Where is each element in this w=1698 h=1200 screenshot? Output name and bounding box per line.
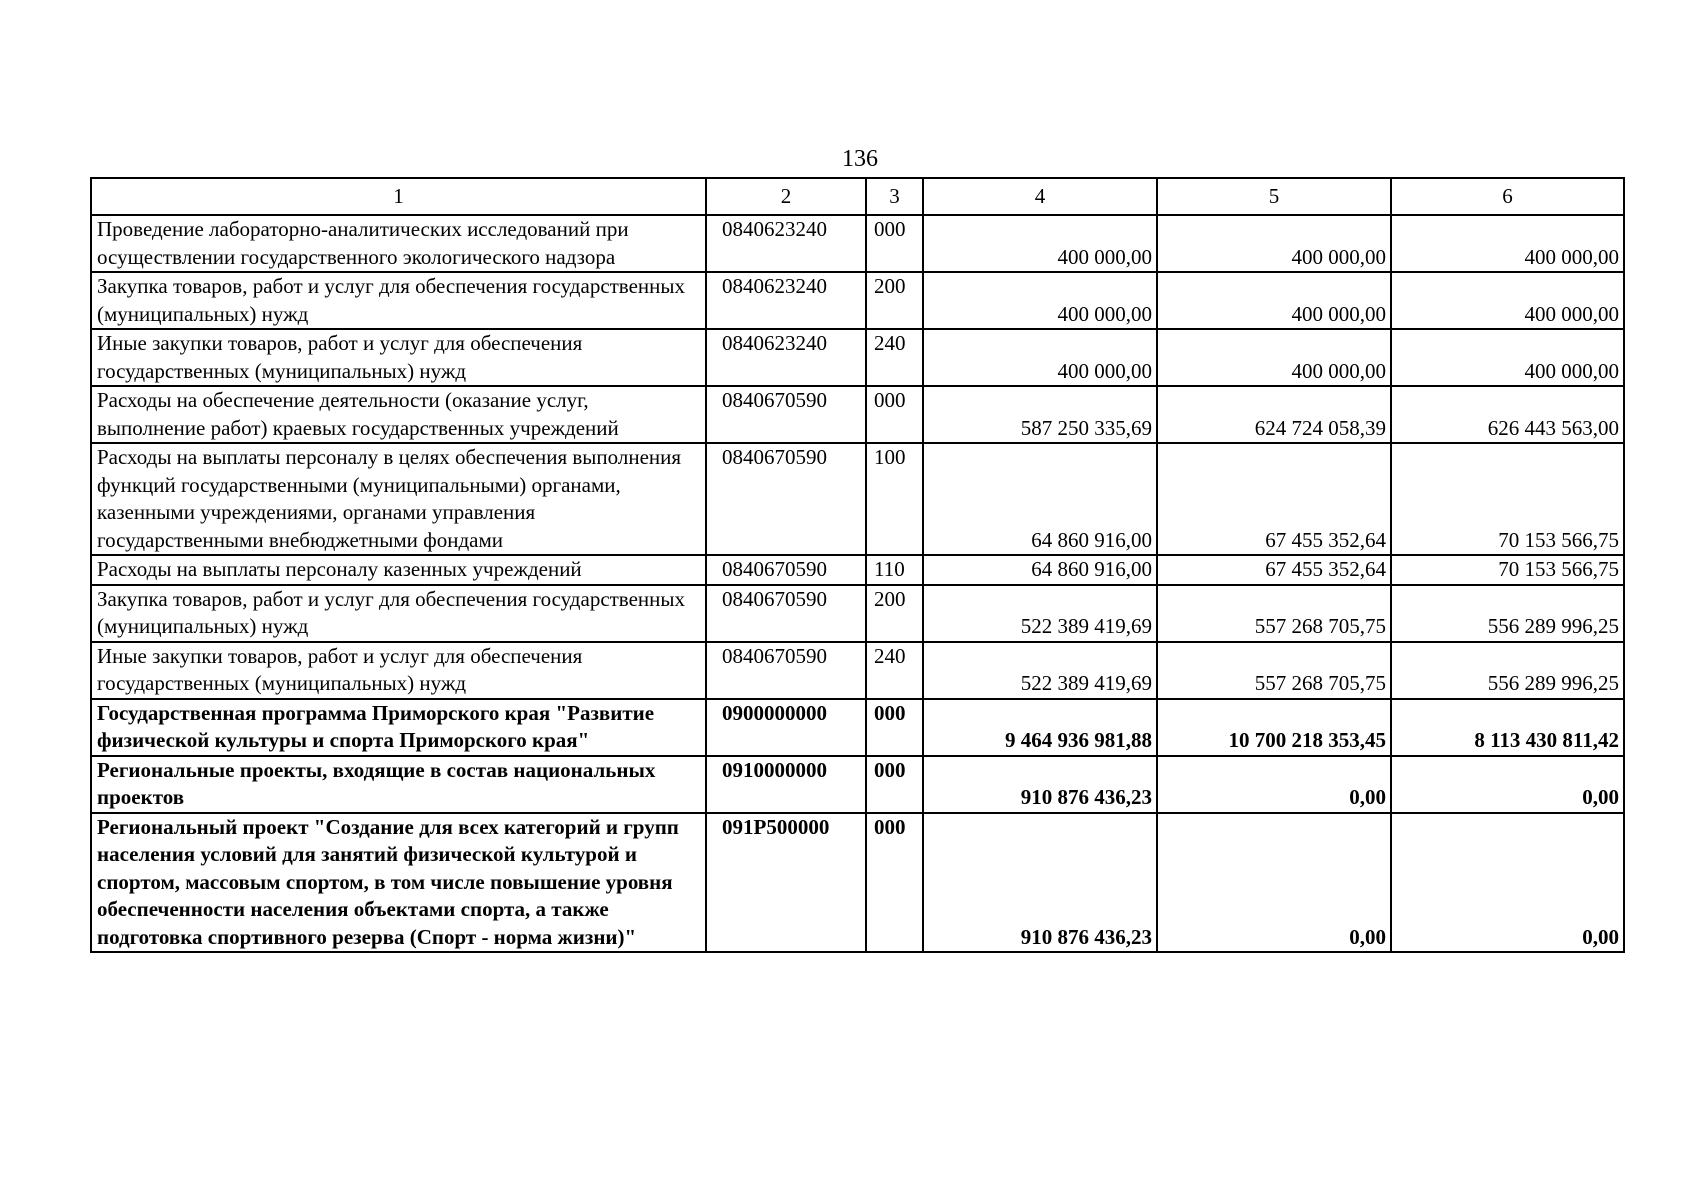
row-code-cell: 0910000000 — [706, 756, 866, 813]
row-amount-year1-cell: 400 000,00 — [923, 272, 1157, 329]
row-amount-year3-cell: 626 443 563,00 — [1391, 386, 1624, 443]
row-amount-year2-cell: 557 268 705,75 — [1157, 585, 1391, 642]
row-amount-year3-cell: 0,00 — [1391, 813, 1624, 953]
row-amount-year3-cell: 400 000,00 — [1391, 215, 1624, 272]
row-name-cell: Государственная программа Приморского края "Развитие физической культуры и спорта Приморского края" — [91, 699, 706, 756]
table-row — [91, 555, 1624, 585]
row-name-cell: Закупка товаров, работ и услуг для обеспечения государственных (муниципальных) нужд — [91, 585, 706, 642]
row-amount-year2-cell: 0,00 — [1157, 756, 1391, 813]
row-code-cell: 0840670590 — [706, 642, 866, 699]
row-amount-year3-cell: 70 153 566,75 — [1391, 443, 1624, 555]
row-amount-year1-cell: 400 000,00 — [923, 329, 1157, 386]
row-code-cell: 0840670590 — [706, 585, 866, 642]
row-expense-type-cell: 000 — [866, 699, 923, 756]
table-row — [91, 272, 1624, 329]
table-row — [91, 329, 1624, 386]
row-amount-year2-cell: 557 268 705,75 — [1157, 642, 1391, 699]
row-name-cell: Региональные проекты, входящие в состав национальных проектов — [91, 756, 706, 813]
row-amount-year2-cell: 624 724 058,39 — [1157, 386, 1391, 443]
header-col-1: 1 — [91, 178, 706, 215]
row-amount-year2-cell: 400 000,00 — [1157, 215, 1391, 272]
row-expense-type-cell: 240 — [866, 329, 923, 386]
header-col-2: 2 — [706, 178, 866, 215]
row-amount-year2-cell: 0,00 — [1157, 813, 1391, 953]
row-amount-year1-cell: 9 464 936 981,88 — [923, 699, 1157, 756]
row-code-cell: 091P500000 — [706, 813, 866, 953]
row-amount-year3-cell: 400 000,00 — [1391, 272, 1624, 329]
row-name-cell: Иные закупки товаров, работ и услуг для обеспечения государственных (муниципальных) нужд — [91, 329, 706, 386]
row-code-cell: 0840670590 — [706, 443, 866, 555]
row-expense-type-cell: 200 — [866, 585, 923, 642]
row-name-cell: Расходы на выплаты персоналу казенных учреждений — [91, 555, 706, 585]
row-name-cell: Иные закупки товаров, работ и услуг для обеспечения государственных (муниципальных) нужд — [91, 642, 706, 699]
row-amount-year2-cell: 400 000,00 — [1157, 272, 1391, 329]
row-amount-year2-cell: 67 455 352,64 — [1157, 443, 1391, 555]
header-col-5: 5 — [1157, 178, 1391, 215]
table-row — [91, 386, 1624, 443]
row-name-cell: Региональный проект "Создание для всех категорий и групп населения условий для занятий физической культурой и спортом, массовым спортом, в том числе повышение уровня обеспеченности населения объектами спорта, а также подготовка спортивного резерва (Спорт - норма жизни)" — [91, 813, 706, 953]
row-code-cell: 0840623240 — [706, 215, 866, 272]
row-expense-type-cell: 100 — [866, 443, 923, 555]
header-col-6: 6 — [1391, 178, 1624, 215]
row-amount-year2-cell: 67 455 352,64 — [1157, 555, 1391, 585]
row-amount-year3-cell: 8 113 430 811,42 — [1391, 699, 1624, 756]
row-name-cell: Расходы на обеспечение деятельности (оказание услуг, выполнение работ) краевых государственных учреждений — [91, 386, 706, 443]
row-code-cell: 0900000000 — [706, 699, 866, 756]
row-amount-year1-cell: 910 876 436,23 — [923, 756, 1157, 813]
header-col-3: 3 — [866, 178, 923, 215]
table-row — [91, 585, 1624, 642]
row-amount-year3-cell: 0,00 — [1391, 756, 1624, 813]
row-expense-type-cell: 110 — [866, 555, 923, 585]
budget-table — [90, 177, 1625, 953]
row-amount-year1-cell: 910 876 436,23 — [923, 813, 1157, 953]
row-code-cell: 0840670590 — [706, 386, 866, 443]
table-header-row — [91, 178, 1624, 215]
row-amount-year2-cell: 10 700 218 353,45 — [1157, 699, 1391, 756]
row-name-cell: Расходы на выплаты персоналу в целях обеспечения выполнения функций государственными (муниципальными) органами, казенными учреждениями, органами управления государственными внебюджетными фондами — [91, 443, 706, 555]
page-number: 136 — [842, 146, 878, 172]
row-amount-year1-cell: 64 860 916,00 — [923, 443, 1157, 555]
row-expense-type-cell: 200 — [866, 272, 923, 329]
row-amount-year1-cell: 522 389 419,69 — [923, 585, 1157, 642]
row-name-cell: Закупка товаров, работ и услуг для обеспечения государственных (муниципальных) нужд — [91, 272, 706, 329]
row-code-cell: 0840623240 — [706, 329, 866, 386]
row-amount-year2-cell: 400 000,00 — [1157, 329, 1391, 386]
row-expense-type-cell: 000 — [866, 756, 923, 813]
row-amount-year3-cell: 400 000,00 — [1391, 329, 1624, 386]
row-amount-year3-cell: 70 153 566,75 — [1391, 555, 1624, 585]
row-expense-type-cell: 000 — [866, 386, 923, 443]
table-row — [91, 443, 1624, 555]
row-expense-type-cell: 000 — [866, 813, 923, 953]
row-amount-year1-cell: 522 389 419,69 — [923, 642, 1157, 699]
table-row — [91, 215, 1624, 272]
row-amount-year1-cell: 400 000,00 — [923, 215, 1157, 272]
row-code-cell: 0840623240 — [706, 272, 866, 329]
row-code-cell: 0840670590 — [706, 555, 866, 585]
row-name-cell: Проведение лабораторно-аналитических исследований при осуществлении государственного экологического надзора — [91, 215, 706, 272]
row-expense-type-cell: 240 — [866, 642, 923, 699]
row-amount-year1-cell: 64 860 916,00 — [923, 555, 1157, 585]
table-row — [91, 699, 1624, 756]
header-col-4: 4 — [923, 178, 1157, 215]
row-expense-type-cell: 000 — [866, 215, 923, 272]
table-row — [91, 813, 1624, 953]
row-amount-year1-cell: 587 250 335,69 — [923, 386, 1157, 443]
row-amount-year3-cell: 556 289 996,25 — [1391, 585, 1624, 642]
table-row — [91, 756, 1624, 813]
row-amount-year3-cell: 556 289 996,25 — [1391, 642, 1624, 699]
table-row — [91, 642, 1624, 699]
